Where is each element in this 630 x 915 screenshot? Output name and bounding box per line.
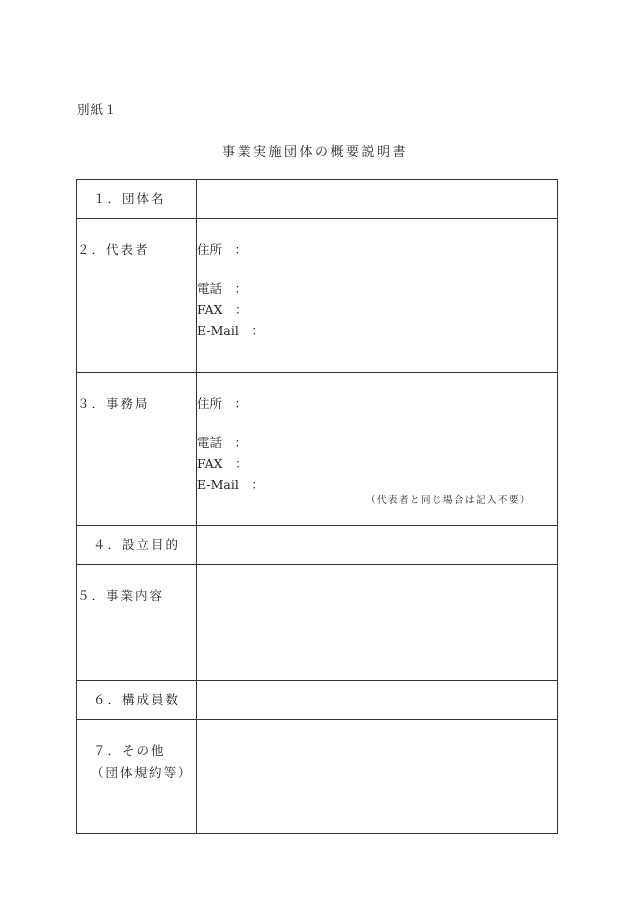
- secretariat-label: ３．事務局: [77, 373, 197, 526]
- sec-address-label: 住所 ：: [197, 396, 248, 411]
- row-org-name: [77, 180, 558, 219]
- rep-address-label: 住所 ：: [197, 242, 248, 257]
- representative-label: ２．代表者: [77, 219, 197, 373]
- sec-fax-label: FAX ：: [197, 456, 248, 471]
- annex-label: 別紙１: [77, 102, 118, 117]
- org-name-field[interactable]: [197, 180, 558, 219]
- other-label-cell: [77, 720, 197, 834]
- members-label: ６．構成員数: [77, 681, 197, 720]
- other-field[interactable]: [197, 720, 558, 834]
- purpose-label: ４．設立目的: [77, 526, 197, 565]
- sec-email-label: E-Mail ：: [197, 477, 264, 492]
- business-label: ５．事業内容: [77, 565, 197, 681]
- business-field[interactable]: [197, 565, 558, 681]
- members-field[interactable]: [197, 681, 558, 720]
- document-title: 事業実施団体の概要説明書: [221, 145, 408, 160]
- sec-phone-label: 電話 ：: [197, 435, 248, 450]
- secretariat-field[interactable]: [197, 373, 558, 526]
- rep-fax-label: FAX ：: [197, 302, 248, 317]
- representative-field[interactable]: [197, 219, 558, 373]
- row-representative: [77, 219, 558, 373]
- purpose-field[interactable]: [197, 526, 558, 565]
- outline-form-table: [76, 179, 558, 834]
- row-secretariat: [77, 373, 558, 526]
- other-sublabel: （団体規約等）: [91, 765, 193, 780]
- row-other: [77, 720, 558, 834]
- rep-phone-label: 電話 ：: [197, 281, 248, 296]
- secretariat-note: （代表者と同じ場合は記入不要）: [365, 495, 531, 506]
- row-members: [77, 681, 558, 720]
- row-purpose: [77, 526, 558, 565]
- org-name-label: １．団体名: [77, 180, 197, 219]
- row-business: [77, 565, 558, 681]
- rep-email-label: E-Mail ：: [197, 323, 264, 338]
- other-label: ７．その他: [93, 743, 166, 758]
